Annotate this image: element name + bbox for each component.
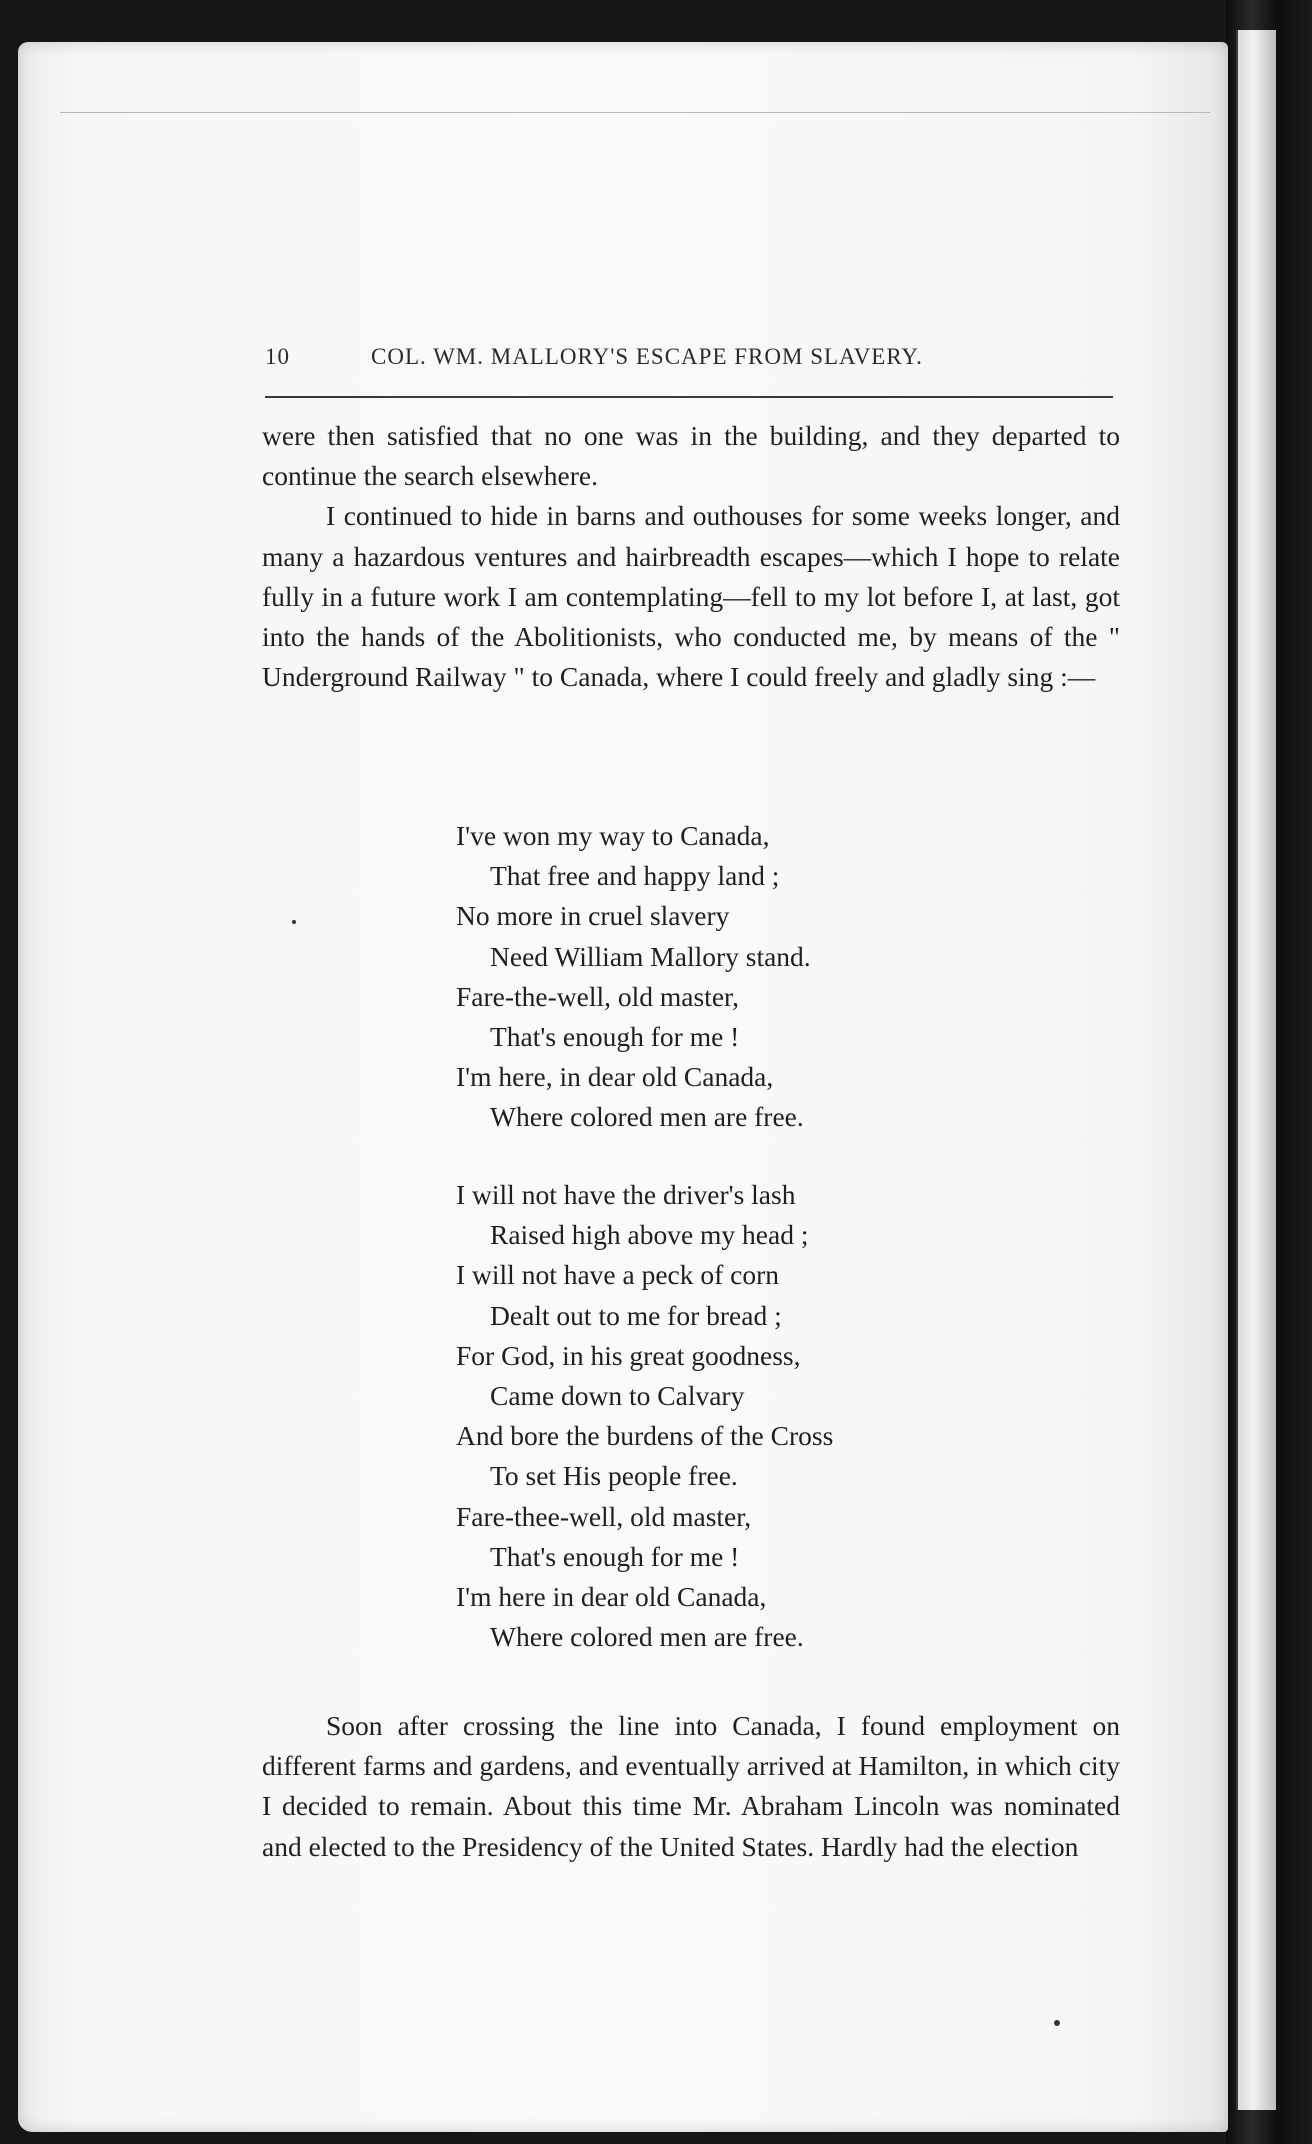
poem-line: To set His people free. xyxy=(490,1460,738,1492)
poem-stanza-1 xyxy=(456,816,1016,1138)
poem-line: Fare-thee-well, old master, xyxy=(456,1500,752,1532)
poem-line: That's enough for me ! xyxy=(490,1021,740,1053)
poem-line: And bore the burdens of the Cross xyxy=(456,1420,834,1452)
paragraph-1: were then satisfied that no one was in the building, and they departed to continue the search elsewhere. xyxy=(262,420,1120,492)
paragraph-3: Soon after crossing the line into Canada, I found employment on different farms and gardens, and eventually arrived at Hamilton, in which city I decided to remain. About this time Mr. Abraham Lincoln was nominated and elected to the Presidency of the United States. Hardly had the election xyxy=(262,1710,1120,1862)
ink-speck xyxy=(1054,2020,1060,2026)
page-number: 10 xyxy=(265,344,290,369)
poem-line: Came down to Calvary xyxy=(490,1380,745,1412)
page-fold-line xyxy=(60,112,1210,113)
paragraph-2: I continued to hide in barns and outhouses for some weeks longer, and many a hazardous ventures and hairbreadth escapes—which I hope to relate fully in a future work I am contemplating—fell to my lot before I, at last, got into the hands of the Abolitionists, who conducted me, by means of the " Underground Railway " to Canada, where I could freely and gladly sing :— xyxy=(262,500,1120,693)
next-page-edge xyxy=(1236,30,1276,2110)
poem-line: Where colored men are free. xyxy=(490,1621,804,1653)
closing-text xyxy=(262,1706,1120,1867)
poem-line: For God, in his great goodness, xyxy=(456,1339,801,1371)
poem-line: I'm here, in dear old Canada, xyxy=(456,1061,774,1093)
poem-line: Dealt out to me for bread ; xyxy=(490,1299,782,1331)
poem-line: No more in cruel slavery xyxy=(456,900,730,932)
body-text xyxy=(262,416,1120,697)
poem-line: I've won my way to Canada, xyxy=(456,820,770,851)
running-title: COL. WM. MALLORY'S ESCAPE FROM SLAVERY. xyxy=(371,344,923,369)
poem-line: Fare-the-well, old master, xyxy=(456,980,739,1012)
poem-line: I will not have the driver's lash xyxy=(456,1179,796,1210)
poem-line: I'm here in dear old Canada, xyxy=(456,1581,767,1613)
poem-line: That free and happy land ; xyxy=(490,860,780,892)
header-rule xyxy=(265,396,1113,398)
poem-stanza-2 xyxy=(456,1175,1016,1657)
ink-speck xyxy=(292,920,296,924)
poem-line: I will not have a peck of corn xyxy=(456,1259,780,1291)
poem-line: That's enough for me ! xyxy=(490,1540,740,1572)
poem-line: Raised high above my head ; xyxy=(490,1219,809,1251)
poem-line: Need William Mallory stand. xyxy=(490,940,811,972)
poem-line: Where colored men are free. xyxy=(490,1101,804,1133)
